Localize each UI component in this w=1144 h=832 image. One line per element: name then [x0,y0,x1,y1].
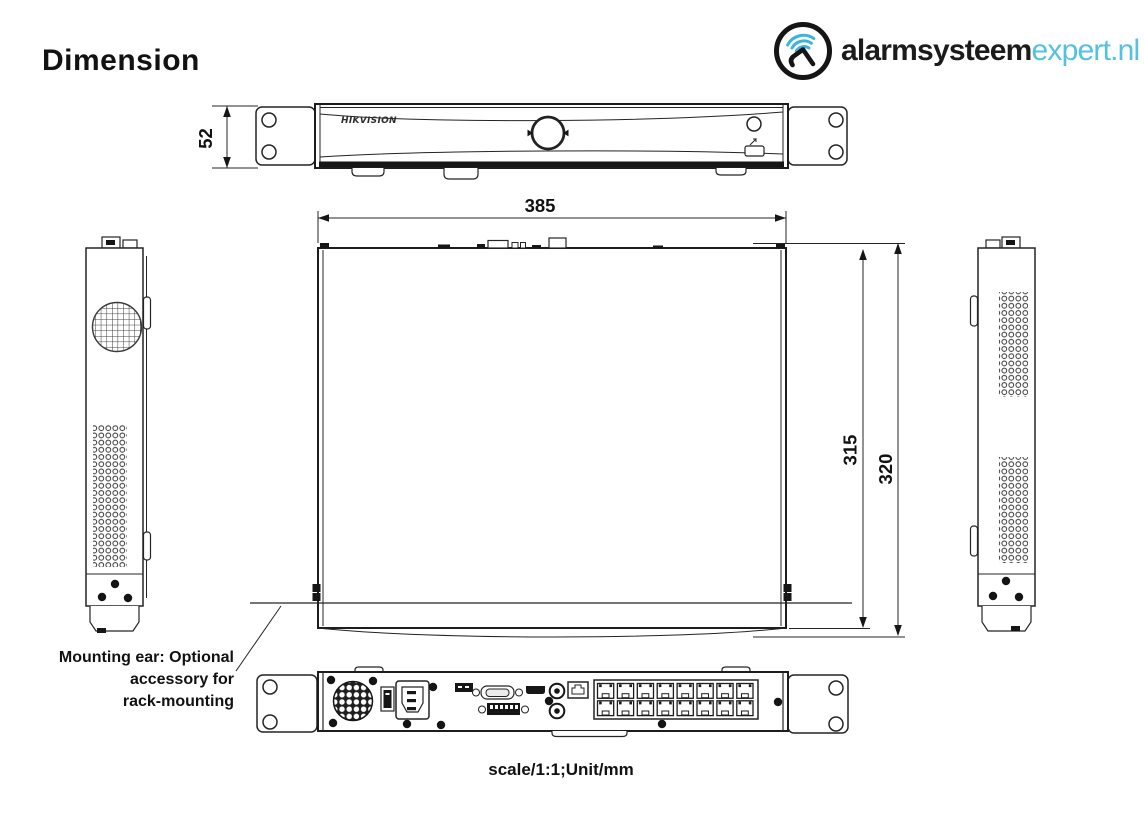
rear-fan-grille [334,682,373,721]
dimension-front-height [195,106,258,168]
ear-hole [263,715,277,729]
annotation-line: Mounting ear: Optional [58,649,234,666]
hdmi-port [526,686,545,694]
top-view-rear-connectors [320,238,785,248]
dimension-label-315: 315 [839,434,861,466]
ear-hole [263,680,277,694]
ac-power-inlet [396,681,429,719]
dimension-label-52: 52 [195,128,216,149]
fan-grille [93,303,142,352]
power-switch [381,687,394,711]
ear-hole [829,145,843,159]
front-foot [716,168,746,175]
dimension-label-320: 320 [875,453,896,485]
mounting-ear-annotation [28,647,234,713]
logo-text-primary: alarmsysteem [841,34,1032,67]
vent-holes [999,457,1028,563]
annotation-line: rack-mounting [122,693,234,710]
side-foot [90,606,139,631]
power-button [532,117,564,149]
top-view [250,195,905,637]
ear-hole [829,717,843,731]
annotation-line: accessory for [129,671,234,688]
ir-sensor [747,117,761,131]
rear-view [257,667,848,737]
ear-hole [829,113,843,127]
scale-note: scale/1:1;Unit/mm [488,760,634,779]
brand-logo-text: HIKVISION [341,116,397,126]
ear-hole [829,681,843,695]
side-view-left [86,237,151,633]
vent-holes [999,292,1028,397]
top-view-body [318,248,786,628]
lan-port [568,682,588,698]
dimension-width [318,195,786,243]
dimension-label-385: 385 [524,195,556,216]
annotation-leader-line [236,606,281,671]
front-foot [352,168,384,176]
page-title: Dimension [42,44,200,77]
side-view-right [971,237,1036,631]
front-foot [444,168,478,179]
front-bulge-edge [318,628,786,637]
ear-hole [262,145,276,159]
vent-holes [93,424,127,567]
usb-port [455,683,473,692]
logo-text-secondary: expert.nl [1031,34,1140,67]
front-view [195,104,847,179]
rear-foot [552,731,627,737]
poe-port-block [594,680,758,719]
side-foot [982,606,1031,631]
ear-hole [262,113,276,127]
